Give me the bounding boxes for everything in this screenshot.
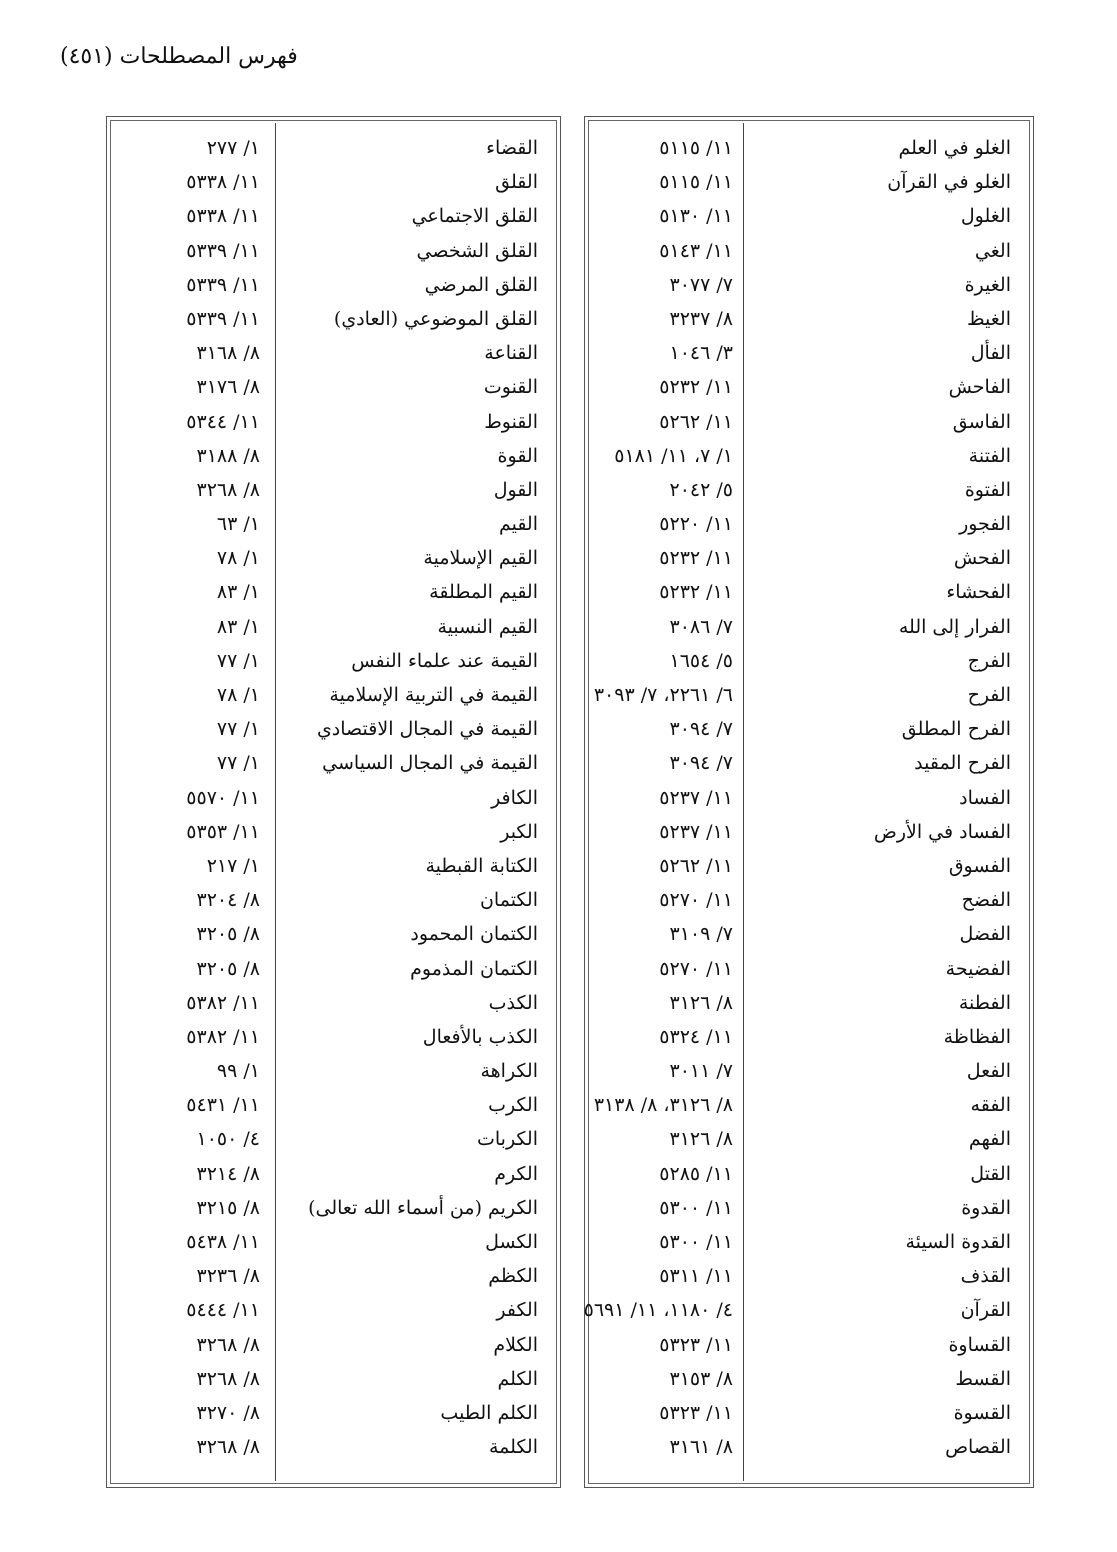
index-entry [585,1088,1033,1122]
index-entry [585,1259,1033,1293]
index-reference: ١/ ٨٣ [216,615,260,638]
index-term: القصاص [945,1436,1011,1459]
index-term: الغلو في القرآن [887,171,1011,194]
index-entry [585,1191,1033,1225]
index-entry [107,405,560,439]
index-entry [585,883,1033,917]
index-reference: ٨/ ٣١٧٦ [196,376,260,399]
index-reference: ١١/ ٥٣٣٨ [186,205,260,228]
index-term: الغلو في العلم [898,137,1011,159]
index-term: القيم النسبية [437,615,538,638]
index-entry [107,746,560,780]
index-reference: ٨/ ٣٢٦٨ [196,1436,260,1459]
index-reference: ٨/ ٣٢٦٨ [196,1333,260,1356]
index-reference: ٨/ ٣١٦٨ [196,342,260,365]
index-term: الكتمان المذموم [410,957,538,980]
index-entry [585,1054,1033,1088]
index-entry [107,439,560,473]
index-entry [585,405,1033,439]
index-entry [107,1122,560,1156]
index-reference: ١١/ ٥٥٧٠ [186,786,260,809]
index-reference: ١/ ٧٨ [216,547,260,570]
index-entry [107,199,560,233]
index-term: القناعة [484,342,538,365]
index-term: القنوت [483,376,538,399]
index-term: الكلم الطيب [440,1401,538,1424]
index-reference: ٧/ ٣٠٩٤ [669,752,733,775]
index-reference: ١١/ ٥٣٢٤ [659,1025,733,1048]
index-term: الكفر [496,1299,538,1322]
index-entry [585,199,1033,233]
index-term: الفجور [959,513,1011,536]
index-entry [107,234,560,268]
index-term: القيم [498,513,538,536]
index-entry [585,575,1033,609]
index-reference: ٦/ ٢٢٦١، ٧/ ٣٠٩٣ [593,684,733,706]
index-term: الكلم [497,1367,538,1390]
index-entry [585,165,1033,199]
index-reference: ٧/ ٣٠١١ [669,1060,733,1083]
index-entry [107,1020,560,1054]
index-reference: ١١/ ٥٤٣٨ [186,1231,260,1253]
index-reference: ٣/ ١٠٤٦ [669,342,733,365]
index-reference: ١١/ ٥٣٣٨ [186,171,260,194]
index-reference: ١١/ ٥٣٢٣ [659,1401,733,1424]
index-entry [107,370,560,404]
index-term: القلق الاجتماعي [411,205,538,228]
index-entry [585,746,1033,780]
index-term: القضاء [486,137,538,159]
index-rows-right [585,131,1033,1464]
index-term: القسوة [953,1401,1011,1424]
index-reference: ٨/ ٣٢٠٥ [196,923,260,946]
index-reference: ١١/ ٥٣٢٣ [659,1333,733,1356]
index-reference: ١١/ ٥٣٨٢ [186,1025,260,1048]
index-reference: ١١/ ٥١١٥ [659,137,733,159]
index-term: الكراهة [480,1060,538,1083]
index-entry [585,1293,1033,1327]
index-reference: ١١/ ٥٣٥٣ [186,820,260,843]
index-reference: ١١/ ٥٢٢٠ [659,513,733,536]
index-term: القيمة عند علماء النفس [351,649,538,672]
index-entry [585,370,1033,404]
index-reference: ١/ ٦٣ [216,513,260,536]
index-term: القلق الموضوعي (العادي) [333,307,538,330]
index-term: الكظم [488,1265,538,1288]
index-reference: ١١/ ٥٢٣٢ [659,581,733,604]
index-reference: ١١/ ٥٣٠٠ [659,1196,733,1219]
index-entry [107,781,560,815]
index-term: القتل [970,1162,1011,1185]
index-entry [107,1157,560,1191]
index-column-right [584,116,1034,1488]
index-entry [585,302,1033,336]
index-reference: ١١/ ٥٣٣٩ [186,239,260,262]
index-term: الفهم [968,1128,1011,1151]
index-term: القنوط [484,410,538,433]
index-term: الفتوة [964,478,1011,501]
index-entry [107,1396,560,1430]
index-entry [585,678,1033,712]
index-reference: ١١/ ٥٣٨٢ [186,991,260,1014]
index-reference: ١١/ ٥٢٧٠ [659,889,733,912]
index-reference: ٨/ ٣٢٠٤ [196,889,260,912]
index-term: الفرج [967,649,1011,672]
index-entry [107,1088,560,1122]
index-term: الفحش [953,547,1011,570]
index-term: الكربات [476,1128,538,1151]
index-reference: ١١/ ٥٢٧٠ [659,957,733,980]
index-entry [585,952,1033,986]
index-term: الغي [974,239,1011,262]
index-term: الفتنة [968,444,1011,467]
index-entry [585,781,1033,815]
index-entry [585,336,1033,370]
index-term: الفعل [966,1060,1011,1083]
index-entry [585,917,1033,951]
index-column-left [106,116,561,1488]
index-term: الكافر [491,786,538,809]
index-reference: ٨/ ٣١٦١ [669,1436,733,1459]
index-term: القذف [960,1265,1011,1288]
index-reference: ٤/ ١٠٥٠ [196,1128,260,1151]
index-term: الفاسق [952,410,1011,433]
index-entry [107,1054,560,1088]
index-reference: ٨/ ٣٢٣٦ [196,1265,260,1288]
index-entry [585,541,1033,575]
index-entry [585,234,1033,268]
index-reference: ٥/ ١٦٥٤ [669,649,733,672]
index-entry [585,986,1033,1020]
index-entry [585,507,1033,541]
index-term: الفظاظة [943,1025,1011,1048]
index-reference: ١/ ٧٧ [216,649,260,672]
index-reference: ١١/ ٥٤٣١ [186,1094,260,1117]
index-term: الكتمان المحمود [410,923,538,946]
index-reference: ١١/ ٥٤٤٤ [186,1299,260,1322]
index-entry [107,1259,560,1293]
index-term: الفضيحة [945,957,1011,980]
index-entry [585,473,1033,507]
index-term: الفاحش [948,376,1011,399]
index-entry [107,1293,560,1327]
index-entry [107,1430,560,1464]
index-term: الكذب بالأفعال [422,1025,538,1048]
index-term: الفرح المقيد [914,752,1011,775]
index-entry [107,541,560,575]
index-term: الغيرة [964,273,1011,296]
index-entry [107,1191,560,1225]
index-reference: ٧/ ٣٠٧٧ [669,273,733,296]
index-reference: ١/ ٢١٧ [206,854,260,877]
index-rows-left [107,131,560,1464]
index-entry [585,439,1033,473]
index-reference: ٨/ ٣٢٠٥ [196,957,260,980]
index-reference: ١/ ٩٩ [216,1060,260,1083]
index-term: الكرم [494,1162,538,1185]
index-reference: ٨/ ٣١٢٦ [669,991,733,1014]
index-entry [107,131,560,165]
page-header: فهرس المصطلحات (٤٥١) [60,44,298,69]
index-entry [107,473,560,507]
index-entry [585,1430,1033,1464]
index-entry [107,165,560,199]
index-term: الكرب [488,1094,538,1117]
index-term: الكذب [488,991,538,1014]
index-term: القساوة [948,1333,1011,1356]
index-term: القلق المرضي [424,273,538,296]
index-term: القرآن [960,1299,1011,1322]
index-term: الفأل [970,342,1011,365]
index-term: الفساد [959,786,1011,809]
index-term: الفرح المطلق [901,718,1011,741]
index-entry [107,678,560,712]
index-entry [585,1157,1033,1191]
index-reference: ٧/ ٣١٠٩ [669,923,733,946]
index-reference: ٨/ ٣١٥٣ [669,1367,733,1390]
index-entry [107,610,560,644]
index-reference: ١١/ ٥٢٣٢ [659,376,733,399]
index-term: القيمة في التربية الإسلامية [329,684,538,706]
index-reference: ١١/ ٥٢٦٢ [659,854,733,877]
index-entry [107,507,560,541]
index-reference: ٥/ ٢٠٤٢ [669,478,733,501]
index-term: الفقه [970,1094,1011,1117]
index-term: الفحشاء [946,581,1011,604]
index-reference: ١١/ ٥٢٣٧ [659,786,733,809]
index-term: القسط [955,1367,1011,1390]
index-entry [585,1362,1033,1396]
index-term: الفرح [967,684,1011,706]
index-reference: ٨/ ٣٢٣٧ [669,307,733,330]
index-term: القول [493,478,538,501]
index-reference: ٨/ ٣٢٦٨ [196,478,260,501]
index-reference: ١/ ٢٧٧ [206,137,260,159]
index-entry [107,849,560,883]
index-term: الغيظ [966,307,1011,330]
index-entry [585,1225,1033,1259]
index-entry [585,712,1033,746]
index-term: الكتمان [479,889,538,912]
index-term: الفرار إلى الله [898,615,1011,638]
index-entry [585,1328,1033,1362]
index-entry [107,883,560,917]
index-entry [585,610,1033,644]
index-term: القوة [497,444,538,467]
index-entry [585,268,1033,302]
index-term: القلق الشخصي [416,239,538,262]
index-term: القيم الإسلامية [423,547,538,570]
index-reference: ١١/ ٥٣٣٩ [186,273,260,296]
index-entry [107,575,560,609]
index-term: الفساد في الأرض [873,820,1011,843]
index-entry [585,849,1033,883]
index-entry [107,815,560,849]
index-reference: ١/ ٧، ١١/ ٥١٨١ [614,444,733,467]
index-entry [585,644,1033,678]
index-reference: ١١/ ٥٢٣٢ [659,547,733,570]
index-term: الكلام [493,1333,538,1356]
index-entry [107,268,560,302]
index-entry [585,1122,1033,1156]
index-term: الفضل [959,923,1011,946]
index-reference: ١١/ ٥٢٨٥ [659,1162,733,1185]
index-reference: ٨/ ٣٢١٥ [196,1196,260,1219]
index-reference: ١١/ ٥٣٤٤ [186,410,260,433]
index-reference: ٨/ ٣٢٦٨ [196,1367,260,1390]
index-term: الفسوق [948,854,1011,877]
index-entry [107,952,560,986]
index-term: الكلمة [488,1436,538,1459]
index-term: القلق [495,171,538,194]
index-reference: ١/ ٨٣ [216,581,260,604]
index-reference: ٨/ ٣٢٧٠ [196,1401,260,1424]
index-term: القيم المطلقة [429,581,538,604]
index-reference: ٨/ ٣١٢٦ [669,1128,733,1151]
index-reference: ١١/ ٥٢٣٧ [659,820,733,843]
index-entry [107,1328,560,1362]
index-reference: ٧/ ٣٠٨٦ [669,615,733,638]
index-term: الكسل [485,1231,538,1253]
index-entry [107,1225,560,1259]
index-term: القيمة في المجال الاقتصادي [316,718,538,741]
index-entry [107,1362,560,1396]
index-reference: ٨/ ٣١٨٨ [196,444,260,467]
index-entry [107,302,560,336]
index-entry [107,712,560,746]
index-reference: ٨/ ٣٢١٤ [196,1162,260,1185]
index-reference: ١/ ٧٧ [216,752,260,775]
index-reference: ٤/ ١١٨٠، ١١/ ٥٦٩١ [583,1299,733,1322]
index-entry [107,644,560,678]
index-reference: ١١/ ٥١٤٣ [659,239,733,262]
index-reference: ١١/ ٥١٣٠ [659,205,733,228]
index-reference: ٨/ ٣١٢٦، ٨/ ٣١٣٨ [593,1094,733,1117]
index-reference: ١١/ ٥٣٠٠ [659,1231,733,1253]
index-term: الفضح [961,889,1011,912]
index-reference: ١١/ ٥٣٣٩ [186,307,260,330]
index-reference: ٧/ ٣٠٩٤ [669,718,733,741]
index-entry [585,1396,1033,1430]
index-term: الفطنة [958,991,1011,1014]
index-term: القيمة في المجال السياسي [322,752,538,775]
index-term: الكبر [500,820,538,843]
index-reference: ١١/ ٥١١٥ [659,171,733,194]
index-term: الكتابة القبطية [425,854,538,877]
index-term: القدوة السيئة [905,1231,1011,1253]
index-term: الغلول [960,205,1011,228]
index-term: الكريم (من أسماء الله تعالى) [308,1196,538,1219]
index-entry [585,1020,1033,1054]
index-entry [585,815,1033,849]
index-reference: ١/ ٧٧ [216,718,260,741]
index-term: القدوة [961,1196,1011,1219]
index-reference: ١١/ ٥٢٦٢ [659,410,733,433]
index-entry [585,131,1033,165]
index-entry [107,336,560,370]
index-reference: ١١/ ٥٣١١ [659,1265,733,1288]
index-reference: ١/ ٧٨ [216,684,260,706]
index-entry [107,917,560,951]
index-entry [107,986,560,1020]
